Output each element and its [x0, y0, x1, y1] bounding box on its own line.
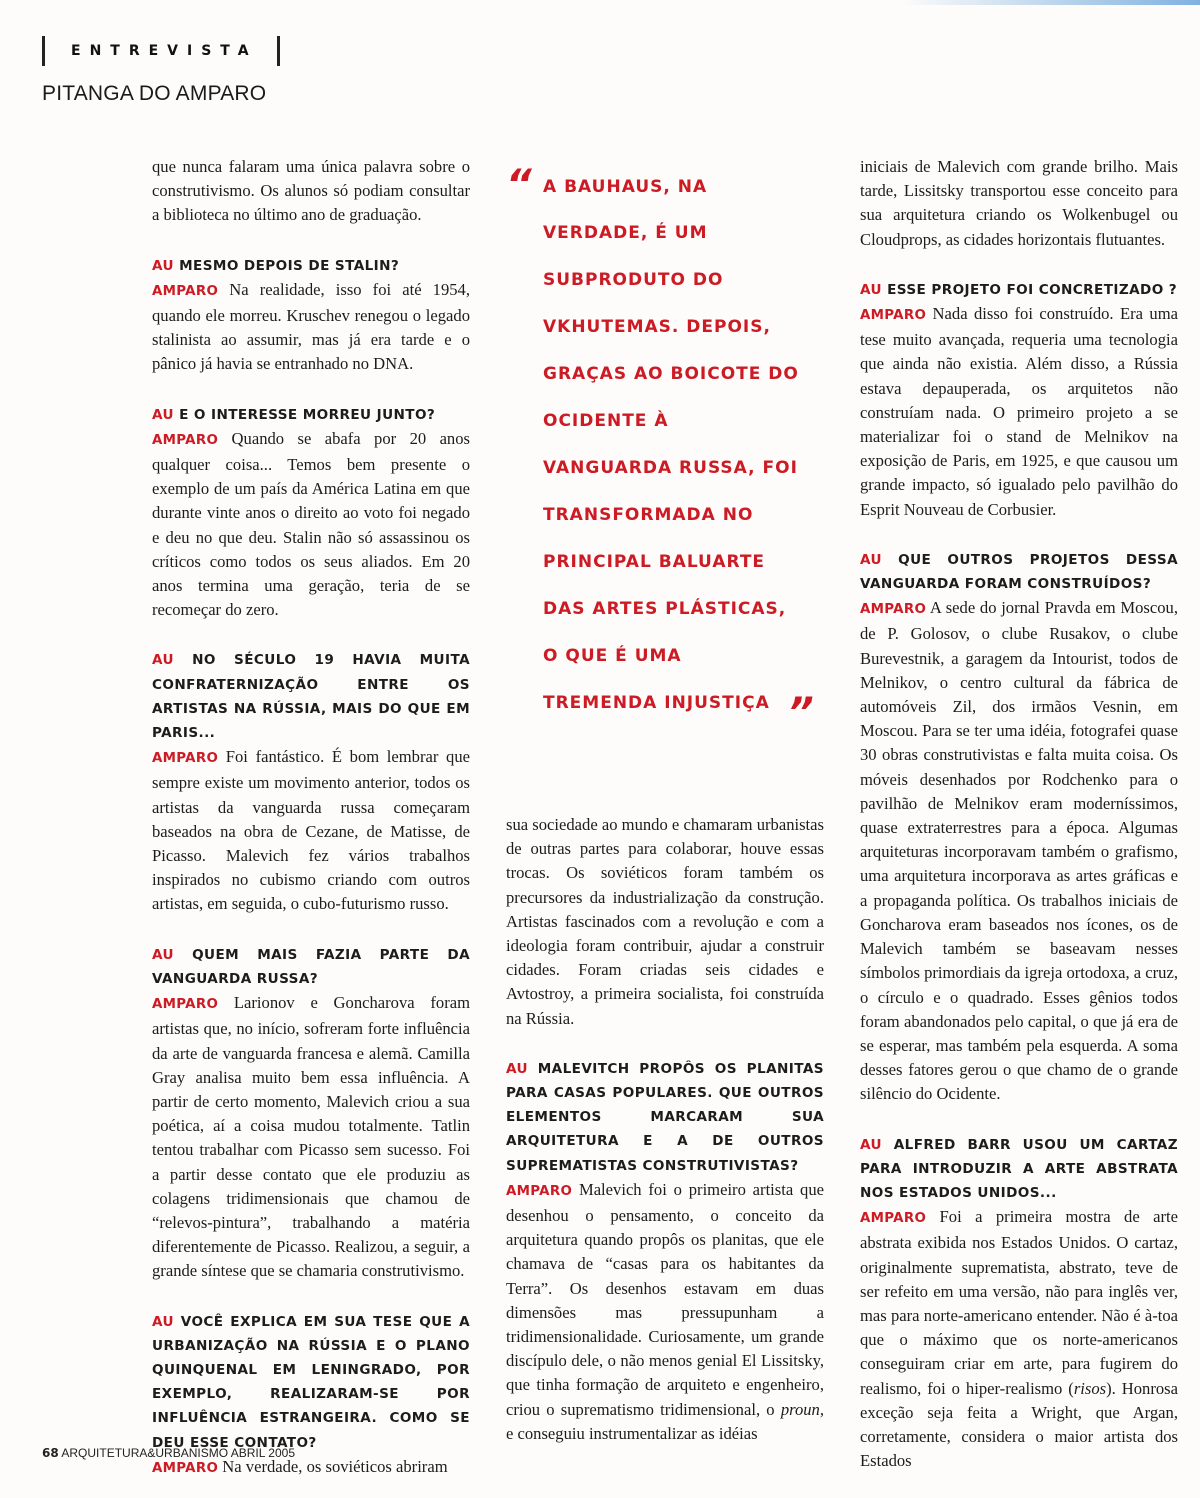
amparo-label: AMPARO — [152, 432, 219, 448]
pull-quote-line: PRINCIPAL BALUARTE — [543, 552, 766, 572]
amparo-label: AMPARO — [152, 283, 219, 299]
au-label: AU — [860, 551, 882, 568]
top-accent-rule — [900, 0, 1200, 5]
page-number: 68 — [42, 1446, 59, 1460]
answer: AMPARO Malevich foi o primeiro artista que desenhou o pensamento, o conceito da arquitetura quando propôs os planitas, que ele chamava de “casas para os habitantes da Terra”. Os desenhos estavam em duas dimensões mas pressupunham a tridimensionalidade. Curiosamente, um grande discípulo dele, o não menos genial El Lissitsky, que tinha formação de arquiteto e engenheiro, criou o suprematismo tridimensional, o proun, e conseguiu instrumentalizar as idéias — [506, 1179, 824, 1443]
pull-quote-line: DAS ARTES PLÁSTICAS, — [543, 599, 787, 619]
amparo-label: AMPARO — [860, 308, 927, 324]
au-label: AU — [152, 257, 174, 274]
amparo-label: AMPARO — [152, 751, 219, 767]
au-label: AU — [860, 1136, 882, 1153]
au-label: AU — [506, 1060, 528, 1077]
paragraph: iniciais de Malevich com grande brilho. Mais tarde, Lissitsky transportou esse conceito para sua arquitetura criando os Wolkenbugel ou Cloudprops, as cidades horizontais flutuantes. — [860, 157, 1178, 249]
section-tag: ENTREVISTA — [42, 36, 280, 66]
pull-quote-line: OCIDENTE À — [543, 411, 669, 431]
pull-quote-line: VKHUTEMAS. DEPOIS, — [543, 317, 771, 337]
au-label: AU — [152, 1313, 174, 1330]
au-label: AU — [860, 281, 882, 298]
pull-quote-line: A BAUHAUS, NA — [543, 177, 708, 197]
question: AU NO SÉCULO 19 HAVIA MUITA CONFRATERNIZAÇÃO ENTRE OS ARTISTAS NA RÚSSIA, MAIS DO QUE EM PARIS... — [152, 652, 470, 742]
au-label: AU — [152, 946, 174, 963]
au-label: AU — [152, 652, 174, 669]
question: AU QUE OUTROS PROJETOS DESSA VANGUARDA FORAM CONSTRUÍDOS? — [860, 551, 1178, 593]
answer: AMPARO Nada disso foi construído. Era uma tese muito avançada, requeria uma tecnologia que ainda não existia. Além disso, a Rússia estava depauperada, os arquitetos não construíam nada. O primeiro projeto a se materializar foi o stand de Melnikov na exposição de Paris, em 1925, e que causou um grande impacto, só igualado pelo pavilhão do Esprit Nouveau de Corbusier. — [860, 304, 1178, 519]
answer: AMPARO A sede do jornal Pravda em Moscou, de P. Golosov, o clube Rusakov, o clube Burevestnik, a garagem da Intourist, todos de Melnikov, o centro cultural da fábrica de automóveis Zil, dos irmãos Vesnin, em Moscou. Para se ter uma idéia, fotografei quase 30 obras construtivistas e falta muita coisa. Os móveis desenhados por Rodchenko para o pavilhão de Melnikov eram moderníssimos, quase extraterrestres para a época. Algumas arquiteturas incorporavam também o grafismo, uma arquitetura incorporava as artes gráficas e a propaganda política. Os trabalhos iniciais de Goncharova eram baseados nos ícones, os de Malevich também se baseavam nesses símbolos primordiais da igreja ortodoxa, a cruz, o círculo e o quadrado. Esses gênios todos foram abandonados pelo capital, o que já era de se esperar, mas também pela esquerda. A soma desses fatores gerou o que chamo de o grande silêncio do Ocidente. — [860, 598, 1178, 1104]
close-quote-mark: ” — [788, 690, 814, 736]
question: AU ALFRED BARR USOU UM CARTAZ PARA INTRODUZIR A ARTE ABSTRATA NOS ESTADOS UNIDOS... — [860, 1136, 1178, 1201]
pull-quote-line: VERDADE, É UM — [543, 223, 708, 243]
page-footer — [42, 1446, 295, 1460]
pull-quote-line: SUBPRODUTO DO — [543, 270, 724, 290]
question: AU E O INTERESSE MORREU JUNTO? — [152, 406, 436, 423]
open-quote-mark: “ — [506, 162, 532, 208]
paragraph: sua sociedade ao mundo e chamaram urbanistas de outras partes para colaborar, houve essas trocas. Os soviéticos foram também os precursores da industrialização da construção. Artistas fascinados com a revolução e com a ideologia foram contribuir, ajudar a construir cidades. Foram criadas seis cidades e Avtostroy, a primeira socialista, foi construída na Rússia. — [506, 815, 824, 1028]
pull-quote-line: O QUE É UMA — [543, 646, 682, 666]
pull-quote-line: TREMENDA INJUSTIÇA — [543, 693, 770, 713]
amparo-label: AMPARO — [506, 1183, 573, 1199]
question: AU VOCÊ EXPLICA EM SUA TESE QUE A URBANIZAÇÃO NA RÚSSIA E O PLANO QUINQUENAL EM LENINGRADO, POR EXEMPLO, REALIZARAM-SE POR INFLUÊNCIA ESTRANGEIRA. COMO SE DEU ESSE CONTATO? — [152, 1313, 470, 1451]
answer: AMPARO Na realidade, isso foi até 1954, quando ele morreu. Kruschev renegou o legado stalinista ao assumir, mas já era tarde e o pânico já havia se entranhado no DNA. — [152, 279, 470, 374]
answer: AMPARO Quando se abafa por 20 anos qualquer coisa... Temos bem presente o exemplo de um país da América Latina em que durante vinte anos o direito ao voto foi negado e deu no que deu. Stalin não só assassinou os críticos como todos os seus aliados. Em 20 anos termina uma geração, teria de se recomeçar do zero. — [152, 428, 470, 620]
answer: AMPARO Larionov e Goncharova foram artistas que, no início, sofreram forte influência da arte de vanguarda francesa e alemã. Camilla Gray analisa muito bem essa influência. A partir de certo momento, Malevich criou a sua poética, aí a coisa mudou totalmente. Tatlin tentou trabalhar com Picasso sem sucesso. Foi a partir desse contato que ele produziu as colagens tridimensionais que chamou de “relevos-pintura”, trabalhando a matéria diferentemente de Picasso. Realizou, a seguir, a grande síntese que se chamaria construtivismo. — [152, 993, 470, 1281]
column-3 — [860, 155, 1178, 1473]
amparo-label: AMPARO — [860, 602, 927, 618]
amparo-label: AMPARO — [152, 1460, 219, 1476]
pull-quote-line: GRAÇAS AO BOICOTE DO — [543, 364, 799, 384]
question: AU MESMO DEPOIS DE STALIN? — [152, 257, 400, 274]
answer: AMPARO Foi a primeira mostra de arte abstrata exibida nos Estados Unidos. O cartaz, originalmente suprematista, abstrato, teve de ser refeito em uma versão, não para inglês ver, mas para norte-americano entender. Não é à-toa que o máximo que os norte-americanos conseguiram criar em arte, para fugirem do realismo, foi o hiper-realismo (risos). Honrosa exceção seja feita a Wright, que Argan, corretamente, considera o maior artista dos Estados — [860, 1207, 1178, 1471]
paragraph: que nunca falaram uma única palavra sobre o construtivismo. Os alunos só podiam consultar a biblioteca no último ano de graduação. — [152, 157, 470, 225]
pull-quote-line: VANGUARDA RUSSA, FOI — [543, 458, 798, 478]
question: AU ESSE PROJETO FOI CONCRETIZADO ? — [860, 281, 1178, 298]
au-label: AU — [152, 406, 174, 423]
column-2 — [506, 813, 824, 1446]
question: AU MALEVITCH PROPÔS OS PLANITAS PARA CASAS POPULARES. QUE OUTROS ELEMENTOS MARCARAM SUA ARQUITETURA E A DE OUTROS SUPREMATISTAS CONSTRUTIVISTAS? — [506, 1060, 824, 1174]
column-1 — [152, 155, 470, 1481]
answer: AMPARO Foi fantástico. É bom lembrar que sempre existe um movimento anterior, todos os artistas da vanguarda russa começaram baseados na obra de Cezane, de Matisse, de Picasso. Malevich fez vários trabalhos inspirados no cubismo criando com outros artistas, em seguida, o cubo-futurismo russo. — [152, 747, 470, 914]
pull-quote-line: TRANSFORMADA NO — [543, 505, 754, 525]
publication-line: ARQUITETURA&URBANISMO ABRIL 2005 — [58, 1446, 295, 1460]
amparo-label: AMPARO — [860, 1211, 927, 1227]
interviewee-name: PITANGA DO AMPARO — [42, 82, 267, 105]
question: AU QUEM MAIS FAZIA PARTE DA VANGUARDA RUSSA? — [152, 946, 470, 987]
answer: AMPARO Na verdade, os soviéticos abriram — [152, 1456, 448, 1476]
amparo-label: AMPARO — [152, 997, 219, 1013]
